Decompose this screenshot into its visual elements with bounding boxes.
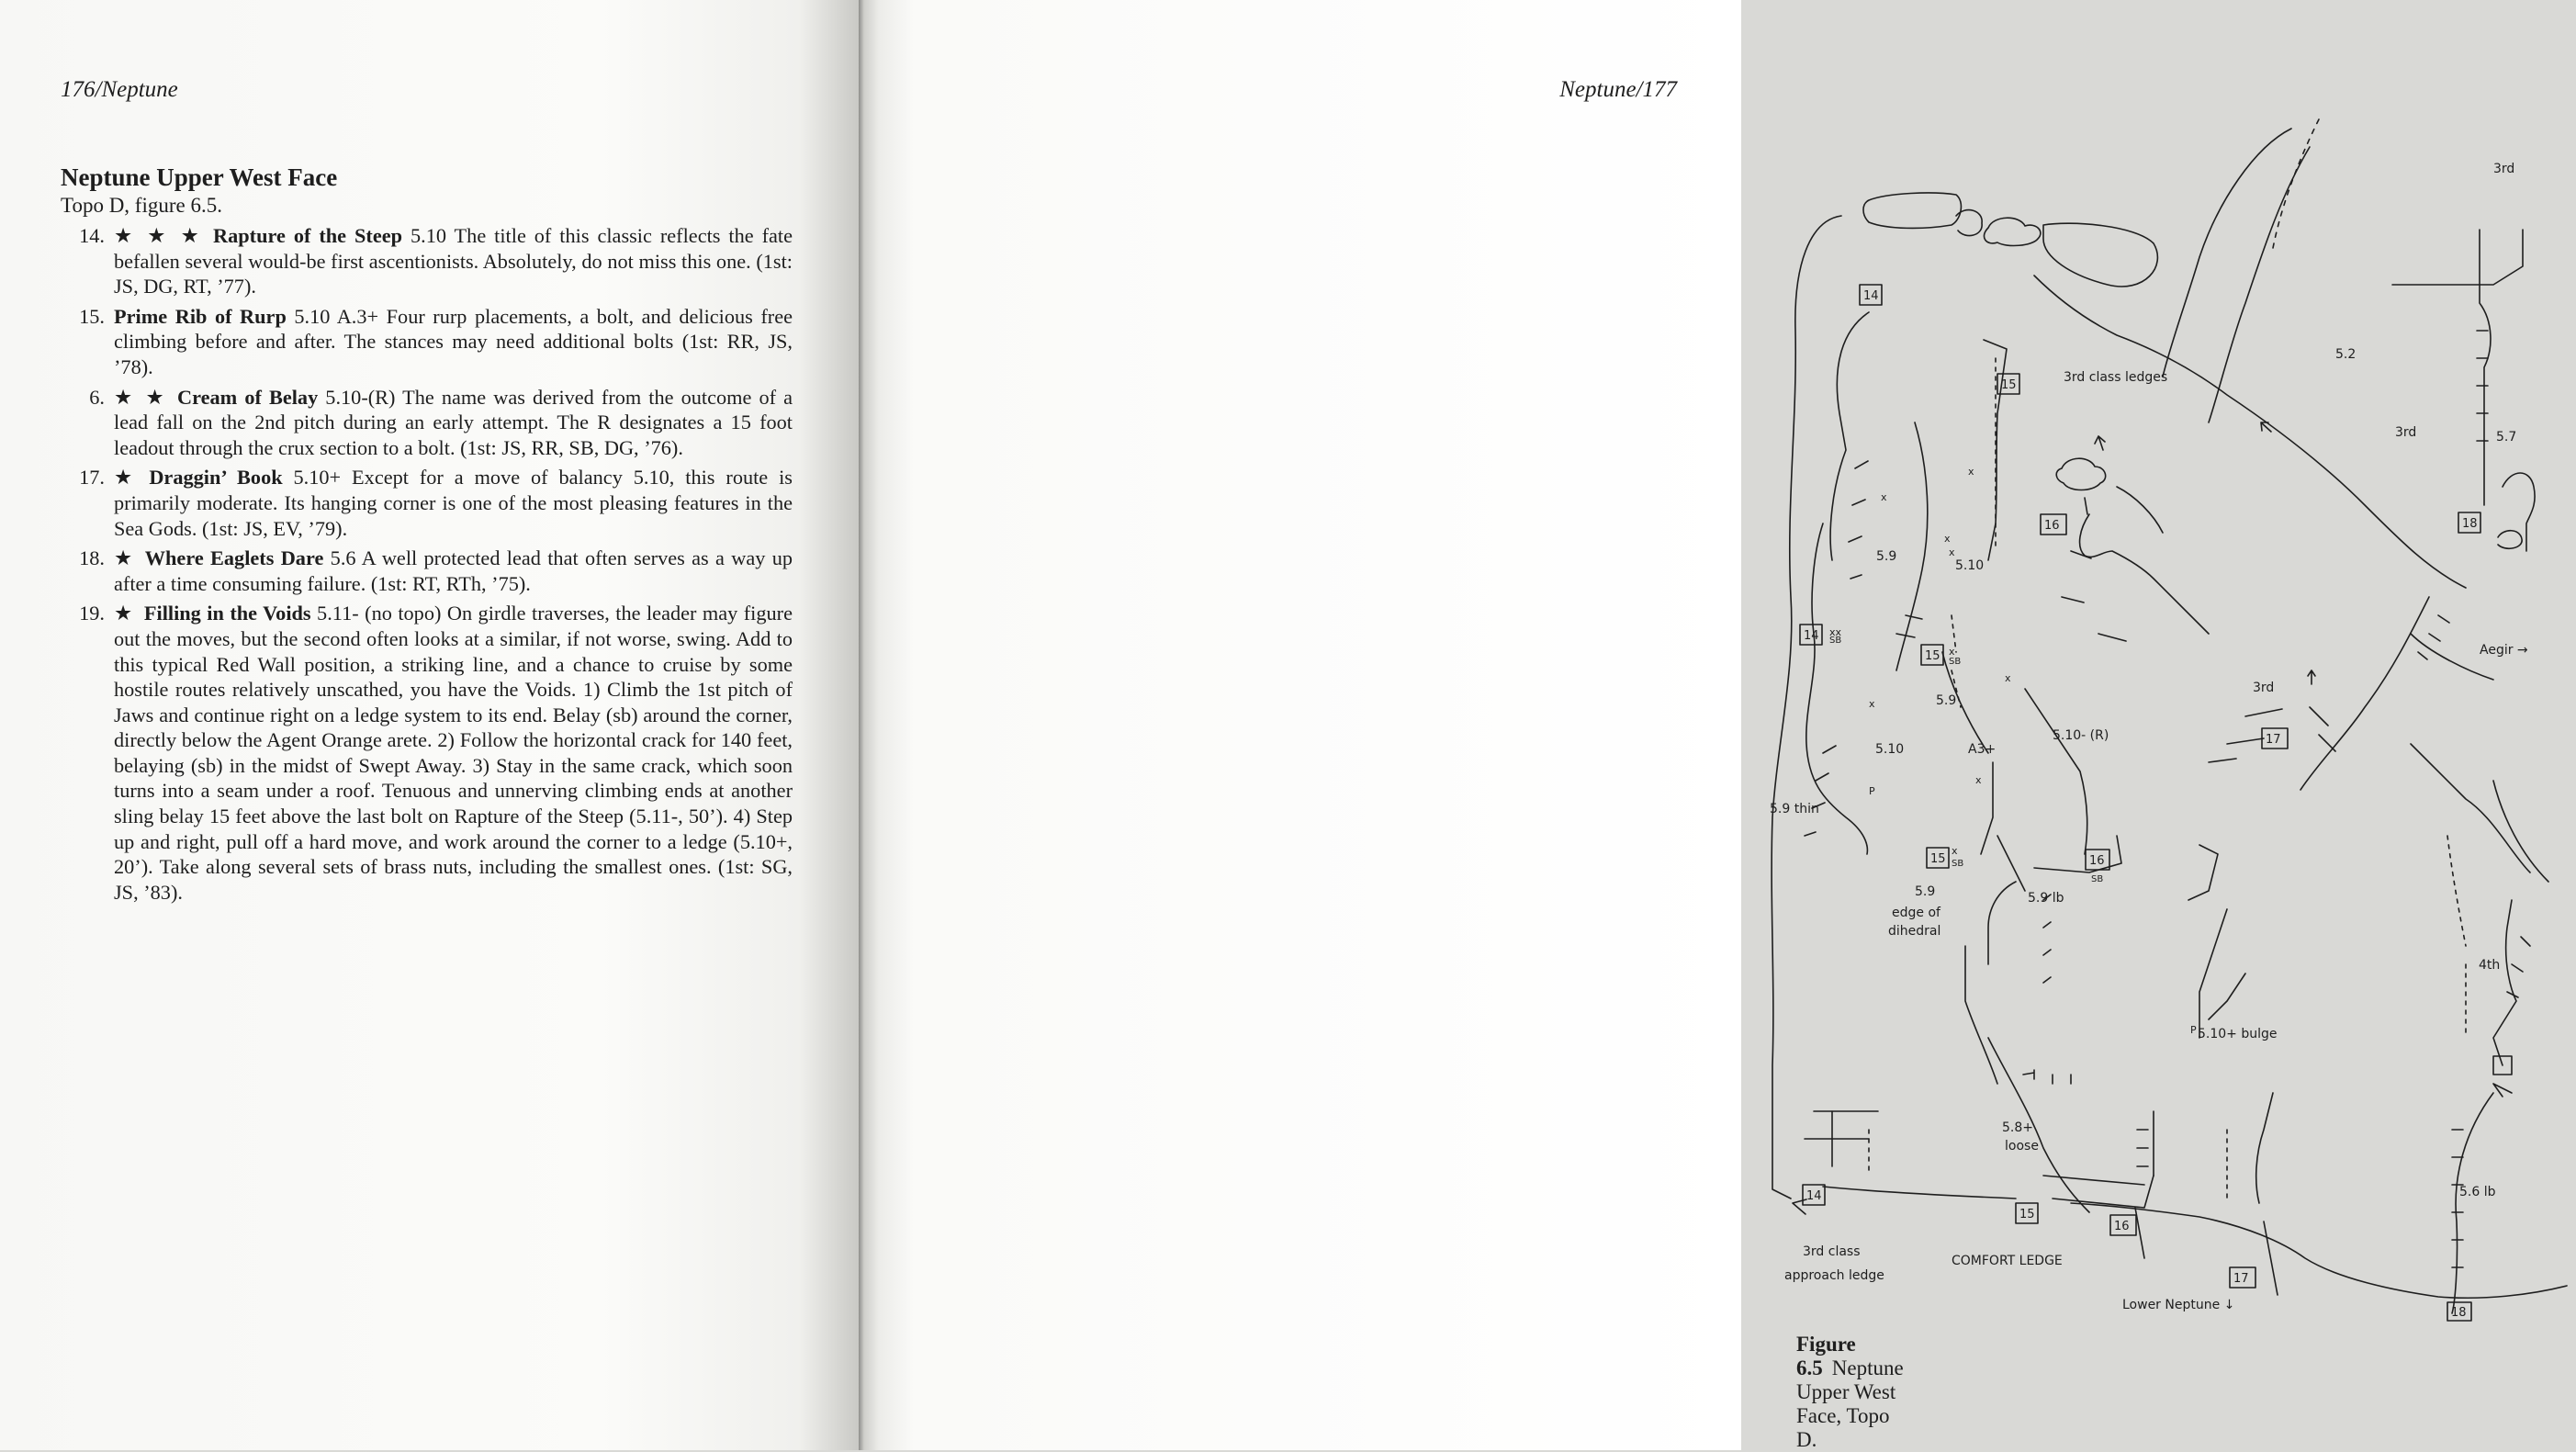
- route-grade: 5.10: [402, 224, 455, 247]
- route-description: The name was derived from the outcome of a lead fall on the 2nd pitch during an early attempt. The R designates a 15 foot leadout through the crux section to a bolt. (1st: JS, RR, SB, DG, ’76).: [114, 385, 793, 459]
- route-box-label: 17: [2233, 1272, 2249, 1286]
- route-box-label: 15: [2001, 378, 2017, 392]
- route-box-label: 18: [2462, 517, 2478, 531]
- topo-label-third: 3rd: [2395, 425, 2417, 440]
- left-page: [0, 0, 859, 1450]
- route-box-label: 14: [1804, 629, 1819, 643]
- star-rating: ★: [114, 546, 136, 570]
- svg-text:x: x: [1869, 698, 1875, 710]
- topo-label-loose: loose: [2005, 1139, 2039, 1154]
- figure-caption: [1796, 1333, 1904, 1452]
- route-number: 6.: [89, 385, 105, 409]
- svg-text:x: x: [1881, 491, 1887, 503]
- route-description: The title of this classic reflects the fate befallen several would-be first ascentionists. Absolutely, do not miss this one. (1st: JS, DG, RT, ’77).: [114, 224, 793, 298]
- route-number: 18.: [79, 546, 105, 570]
- topo-label-grade: 5.10: [1955, 558, 1985, 573]
- route-name: Cream of Belay: [177, 385, 319, 409]
- topo-label-third: 3rd: [2253, 681, 2275, 695]
- route-entry-15: [61, 304, 793, 380]
- topo-label-grade: 5.9: [1936, 693, 1957, 708]
- svg-text:x: x: [1944, 533, 1951, 545]
- topo-labels: [1770, 162, 2528, 1312]
- route-description: Four rurp placements, a bolt, and delicious free climbing before and after. The stances may need additional bolts (1st: RR, JS, ’78).: [114, 304, 793, 378]
- figure-caption-text: Neptune Upper West Face, Topo D.: [1796, 1356, 1904, 1451]
- route-name: Filling in the Voids: [143, 602, 311, 625]
- topo-label-grade: 5.9: [1915, 884, 1936, 899]
- running-head-right: Neptune/177: [1559, 77, 1677, 102]
- route-number: 14.: [79, 224, 105, 247]
- topo-label-grade: 5.2: [2335, 347, 2357, 362]
- route-grade: 5.6: [323, 546, 362, 570]
- topo-label-grade: 5.9: [1876, 549, 1897, 564]
- topo-label-grade: 5.7: [2496, 430, 2517, 445]
- route-box-label: 14: [1863, 289, 1879, 303]
- svg-text:x: x: [1952, 845, 1958, 857]
- route-entry-14: [61, 223, 793, 299]
- route-description: (no topo) On girdle traverses, the leader may figure out the moves, but the second often looks at a similar, if not worse, swing. Add to this typical Red Wall position, a striking line, and a chance to cruise by some hostile routes relatively unscathed, you have the Voids. 1) Climb the 1st pitch of Jaws and continue right on a ledge system to its end. Belay (sb) around the corner, directly below the Agent Orange arete. 2) Follow the horizontal crack for 140 feet, belaying (sb) in the midst of Swept Away. 3) Stay in the same crack, which soon turns into a seam under a roof. Tenuous and unnerving climbing ends at another sling belay 15 feet above the last bolt on Rapture of the Steep (5.11-, 50’). 4) Step up and right, pull off a hard move, and work around the corner to a ledge (5.10+, 20’). Take along several sets of brass nuts, including the smallest ones. (1st: SG, JS, ’83).: [114, 602, 793, 904]
- route-grade: 5.10+: [282, 466, 353, 490]
- section-subtitle: Topo D, figure 6.5.: [61, 194, 222, 217]
- svg-text:x: x: [1968, 466, 1974, 478]
- topo-label-pin: P: [2190, 1024, 2197, 1036]
- topo-label-grade: 5.9 lb: [2028, 891, 2064, 906]
- route-name: Draggin’ Book: [149, 466, 283, 490]
- route-box-label: 17: [2266, 733, 2281, 747]
- route-name: Prime Rib of Rurp: [114, 304, 287, 328]
- route-box-label: 15: [1930, 852, 1946, 866]
- route-name: Where Eaglets Dare: [144, 546, 324, 570]
- route-entry-16: [61, 385, 793, 461]
- topo-label-a3: A3+: [1968, 742, 1997, 757]
- route-grade: 5.11-: [310, 602, 366, 625]
- route-number: 17.: [79, 466, 105, 490]
- star-rating: ★: [114, 602, 135, 625]
- topo-label-thin: 5.9 thin: [1770, 802, 1819, 816]
- topo-label-pin: P: [1869, 785, 1875, 797]
- topo-linework: [1772, 119, 2567, 1313]
- route-entry-18: [61, 546, 793, 596]
- topo-label-dihedral: dihedral: [1888, 924, 1941, 939]
- topo-label-grade: 5.6 lb: [2459, 1185, 2496, 1199]
- topo-label-bulge: 5.10+ bulge: [2198, 1027, 2278, 1041]
- route-entry-19: [61, 601, 793, 905]
- running-head-left: 176/Neptune: [61, 77, 178, 102]
- topo-label-sb: SB: [1952, 859, 1964, 869]
- topo-label-comfort-ledge: COMFORT LEDGE: [1952, 1254, 2063, 1268]
- figure-number: Figure 6.5: [1796, 1333, 1856, 1379]
- route-box-label: 14: [1806, 1189, 1822, 1203]
- route-box-label: 15: [2019, 1208, 2035, 1221]
- star-rating: ★ ★: [114, 385, 169, 409]
- topo-label-grade: 5.10: [1875, 742, 1905, 757]
- topo-label-sb: SB: [2091, 874, 2104, 884]
- route-box-label: 15: [1925, 649, 1940, 663]
- topo-label-approach: 3rd class: [1803, 1244, 1861, 1259]
- route-box-label: 16: [2044, 519, 2060, 533]
- svg-text:xx: xx: [1829, 626, 1842, 638]
- topo-label-edge: edge of: [1892, 906, 1940, 920]
- star-rating: ★: [114, 466, 141, 490]
- topo-label-aegir: Aegir →: [2480, 643, 2528, 658]
- topo-label-fourth: 4th: [2479, 958, 2501, 973]
- topo-label-approach: approach ledge: [1784, 1268, 1884, 1283]
- right-page: [859, 0, 2528, 1451]
- route-grade: 5.10 A.3+: [286, 304, 387, 328]
- svg-text:x: x: [1949, 546, 1955, 558]
- route-name: Rapture of the Steep: [213, 224, 403, 247]
- route-entry-17: [61, 465, 793, 541]
- svg-text:x: x: [1949, 646, 1955, 658]
- route-box-label: 16: [2114, 1220, 2130, 1233]
- route-description: Except for a move of balancy 5.10, this route is primarily moderate. Its hanging corner is one of the most pleasing features in the Sea Gods. (1st: JS, EV, ’79).: [114, 466, 793, 540]
- route-description: A well protected lead that often serves as a way up after a time consuming failure. (1st: RT, RTh, ’75).: [114, 546, 793, 595]
- svg-text:x: x: [1975, 774, 1982, 786]
- topo-label-grade: 5.8+: [2002, 1120, 2033, 1135]
- route-number: 15.: [79, 304, 105, 328]
- svg-text:x: x: [2005, 672, 2011, 684]
- route-number-boxes: [1800, 285, 2480, 1321]
- route-list: [61, 223, 793, 909]
- topo-label-sb: SB: [1949, 657, 1962, 667]
- route-box-label: 18: [2451, 1306, 2467, 1320]
- topo-label-lower-neptune: Lower Neptune ↓: [2122, 1298, 2235, 1312]
- route-markers: [1829, 466, 2011, 857]
- section-title: Neptune Upper West Face: [61, 163, 338, 191]
- topo-diagram: [1768, 119, 2576, 1323]
- star-rating: ★ ★ ★: [114, 224, 204, 247]
- topo-label-ledges: 3rd class ledges: [2064, 370, 2168, 385]
- topo-label-grade: 5.10- (R): [2053, 728, 2109, 743]
- topo-label-sb: SB: [1829, 636, 1842, 646]
- route-number: 19.: [79, 602, 105, 625]
- route-box-label: 16: [2089, 854, 2105, 868]
- topo-label-third: 3rd: [2493, 162, 2515, 176]
- route-grade: 5.10-(R): [318, 385, 403, 409]
